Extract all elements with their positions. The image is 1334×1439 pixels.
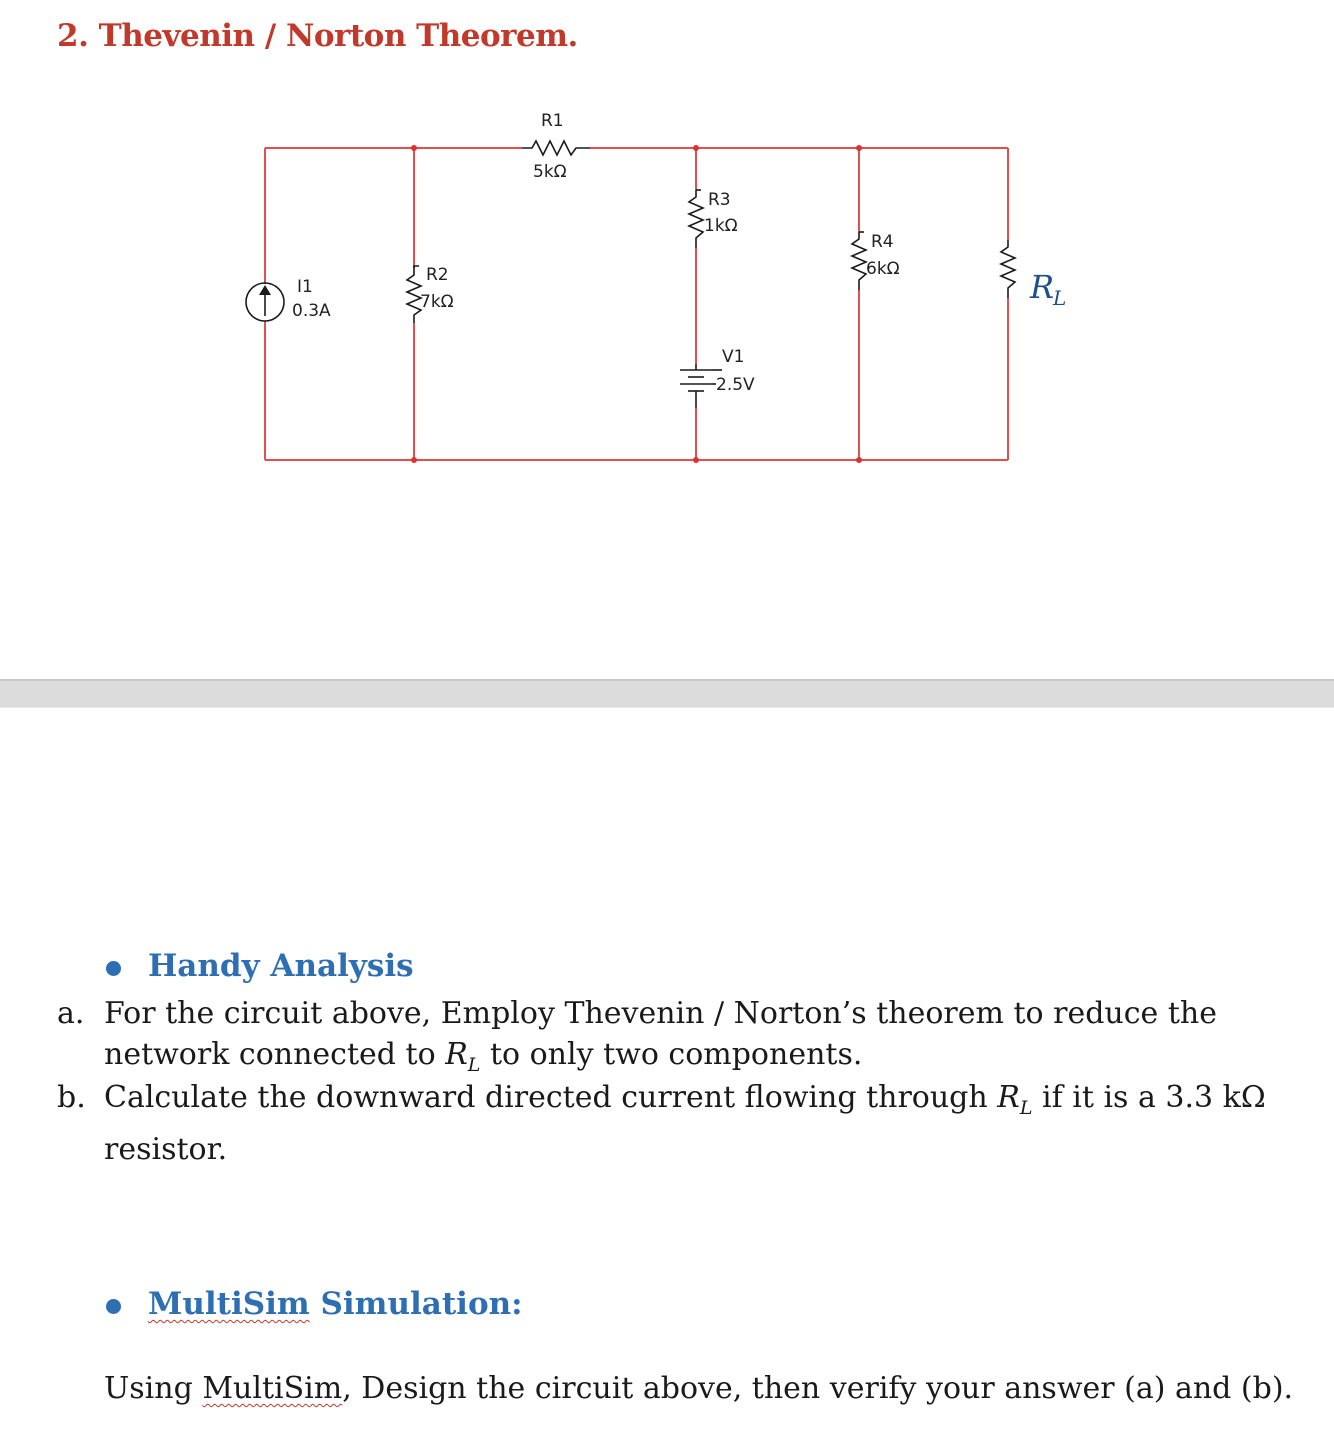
current-source-i1 [246,283,284,321]
question-b [57,1077,1327,1167]
question-b-line1-post: if it is a 3.3 kΩ [1042,1080,1266,1115]
page-title: 2. Thevenin / Norton Theorem. [57,18,578,54]
question-a [57,993,1317,1077]
question-a-line1: For the circuit above, Employ Thevenin / Norton’s theorem to reduce the [104,996,1217,1031]
bullet-icon [106,961,121,976]
i1-name: I1 [297,277,313,297]
rl-subscript: L [1053,286,1067,310]
question-a-line2-post: to only two components. [489,1037,863,1072]
multisim-instruction [104,1368,1324,1412]
handy-analysis-heading: Handy Analysis [148,948,414,984]
r1-name: R1 [541,111,564,131]
resistor-r2 [407,266,421,323]
multisim-text-word: MultiSim [202,1371,343,1406]
resistor-rl [1001,240,1015,298]
question-b-line1-pre: Calculate the downward directed current flowing through [104,1080,988,1115]
resistor-r3 [689,190,703,248]
r3-value: 1kΩ [704,216,738,236]
rl-symbol: $R_L$ [445,1037,481,1076]
multisim-heading-rest: Simulation: [309,1286,523,1322]
rl-name: R [1030,268,1055,306]
question-b-marker: b. [57,1080,86,1115]
v1-value: 2.5V [716,375,755,395]
circuit-diagram [0,0,1334,600]
multisim-heading [148,1286,523,1322]
r4-value: 6kΩ [866,259,900,279]
multisim-text-post: , Design the circuit above, then verify your answer (a) and (b). [342,1371,1294,1406]
bullet-icon [106,1299,121,1314]
question-b-line2: resistor. [104,1132,228,1167]
question-a-line2-pre: network connected to [104,1037,436,1072]
circuit-wires [265,148,1008,460]
question-a-text [104,993,1217,1086]
multisim-text-pre: Using [104,1371,203,1406]
resistor-r1 [522,141,590,155]
r2-value: 7kΩ [420,292,454,312]
r1-value: 5kΩ [533,162,567,182]
question-b-text [104,1077,1266,1170]
r4-name: R4 [871,232,894,252]
r2-name: R2 [426,265,449,285]
junction-dots [411,145,862,463]
question-a-marker: a. [57,996,85,1031]
rl-symbol: $R_L$ [997,1080,1033,1119]
multisim-word: MultiSim [148,1286,310,1322]
v1-name: V1 [722,347,745,367]
resistor-r4 [852,232,866,290]
i1-value: 0.3A [292,301,331,321]
r3-name: R3 [708,190,731,210]
section-divider [0,679,1334,708]
